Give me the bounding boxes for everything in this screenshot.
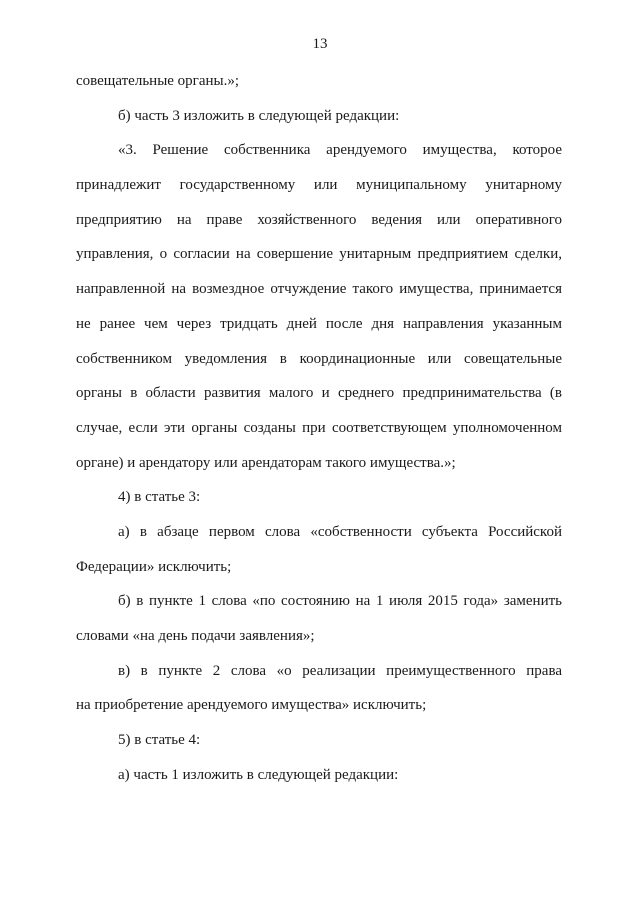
text-line: «3. Решение собственника арендуемого имущества, которое: [118, 142, 562, 159]
text-line: в) в пункте 2 слова «о реализации преимущественного права: [118, 662, 562, 679]
text-line: не ранее чем через тридцать дней после дня направления указанным: [76, 315, 562, 332]
text-line: собственником уведомления в координационные или совещательные: [76, 350, 562, 367]
text-line: б) часть 3 изложить в следующей редакции:: [118, 107, 400, 124]
text-line: органы в области развития малого и среднего предпринимательства (в: [76, 385, 562, 402]
text-line: совещательные органы.»;: [76, 73, 240, 89]
text-line: словами «на день подачи заявления»;: [76, 628, 315, 644]
text-line: а) в абзаце первом слова «собственности субъекта Российской: [118, 523, 562, 540]
text-line: Федерации» исключить;: [76, 558, 232, 575]
text-line: принадлежит государственному или муниципальному унитарному: [76, 177, 562, 194]
text-line: а) часть 1 изложить в следующей редакции:: [118, 766, 399, 783]
document-body: [76, 64, 562, 792]
text-line: 5) в статье 4:: [118, 732, 201, 749]
text-line: 4) в статье 3:: [118, 489, 201, 506]
text-line: управления, о согласии на совершение унитарным предприятием сделки,: [76, 246, 562, 263]
text-line: предприятию на праве хозяйственного ведения или оперативного: [76, 211, 562, 228]
text-line: б) в пункте 1 слова «по состоянию на 1 июля 2015 года» заменить: [118, 593, 562, 610]
page-number: 13: [312, 36, 328, 52]
text-line: направленной на возмездное отчуждение такого имущества, принимается: [76, 281, 562, 298]
text-line: органе) и арендатору или арендаторам такого имущества.»;: [76, 454, 456, 471]
text-line: на приобретение арендуемого имущества» исключить;: [76, 697, 427, 714]
text-line: случае, если эти органы созданы при соответствующем уполномоченном: [76, 419, 562, 436]
